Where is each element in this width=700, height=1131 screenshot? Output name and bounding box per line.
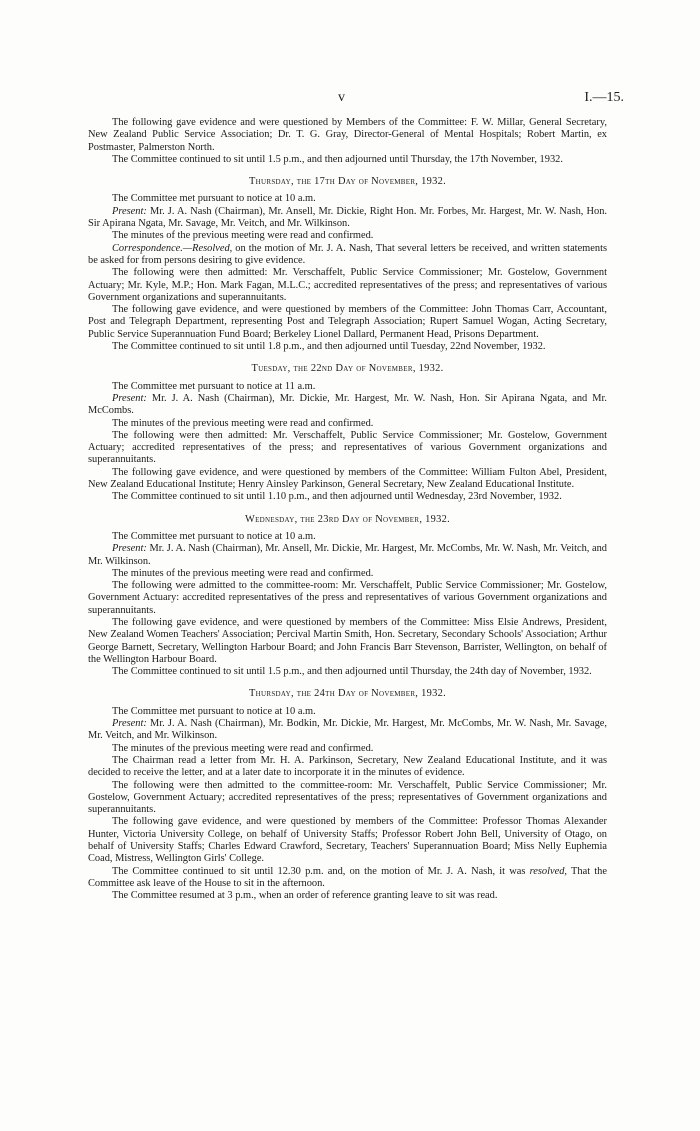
section-heading: Wednesday, the 23rd Day of November, 1932.	[244, 513, 450, 525]
paragraph: The following were then admitted to the committee-room: Mr. Verschaffelt, Public Service Commissioner; Mr. Gostelow, Government Actuary; accredited representatives of the press; representatives of Government organizations and superannuitants.	[88, 779, 607, 816]
paragraph-text: The Committee continued to sit until 12.30 p.m. and, on the motion of Mr. J. A. Nash, it was	[112, 865, 530, 877]
document-body	[88, 117, 607, 903]
paragraph	[88, 543, 607, 568]
paragraph	[88, 243, 607, 268]
document-reference: I.—15.	[584, 90, 624, 105]
paragraph: The Chairman read a letter from Mr. H. A. Parkinson, Secretary, New Zealand Educational Institute, and it was decided to receive the letter, and at a later date to incorporate it in the minutes of evidence.	[88, 754, 607, 779]
paragraph: The following gave evidence, and were questioned by members of the Committee: William Fulton Abel, President, New Zealand Educational Institute; Henry Ainsley Parkinson, General Secretary, New Zealand Educational Institute.	[88, 466, 607, 491]
present-list: Mr. J. A. Nash (Chairman), Mr. Ansell, Mr. Dickie, Right Hon. Mr. Forbes, Mr. Hargest, Mr. W. Nash, Hon. Sir Apirana Ngata, Mr. Savage, Mr. Veitch, and Mr. Wilkinson.	[88, 205, 607, 230]
paragraph: The following were then admitted: Mr. Verschaffelt, Public Service Commissioner; Mr. Gostelow, Government Actuary; Mr. Kyle, M.P.; Hon. Mark Fagan, M.L.C.; accredited representatives of the press; and representatives of various Government organizations and superannuitants.	[88, 267, 607, 303]
correspondence-label: Correspondence.—Resolved,	[112, 242, 233, 254]
section-heading: Thursday, the 17th Day of November, 1932.	[249, 176, 446, 188]
paragraph: The Committee continued to sit until 1.10 p.m., and then adjourned until Wednesday, 23rd November, 1932.	[112, 491, 562, 503]
present-label: Present:	[112, 392, 147, 404]
paragraph: The Committee met pursuant to notice at 10 a.m.	[112, 530, 316, 542]
paragraph	[88, 393, 607, 418]
paragraph: The following were admitted to the committee-room: Mr. Verschaffelt, Public Service Commissioner; Mr. Gostelow, Government Actuary: accredited representatives of the press and representatives of various Government organizations and superannuitants.	[88, 580, 607, 616]
paragraph: The Committee met pursuant to notice at 11 a.m.	[112, 380, 316, 392]
present-label: Present:	[112, 543, 147, 555]
resolved-label: resolved,	[529, 865, 568, 877]
paragraph	[88, 718, 607, 743]
section-heading: Tuesday, the 22nd Day of November, 1932.	[251, 363, 444, 375]
paragraph: The minutes of the previous meeting were read and confirmed.	[112, 417, 374, 429]
paragraph: The following gave evidence, and were questioned by members of the Committee: John Thomas Carr, Accountant, Post and Telegraph Department, representing Post and Telegraph Association; Rupert Samuel Wogan, Acting Secretary, Public Service Superannuation Fund Board; Berkeley Lionel Dallard, Permanent Head, Prisons Department.	[88, 304, 607, 340]
paragraph: The Committee met pursuant to notice at 10 a.m.	[112, 705, 316, 717]
paragraph: The minutes of the previous meeting were read and confirmed.	[112, 230, 374, 242]
paragraph: The Committee continued to sit until 1.5 p.m., and then adjourned until Thursday, the 24th day of November, 1932.	[112, 666, 592, 678]
paragraph: The following gave evidence, and were questioned by members of the Committee: Professor Thomas Alexander Hunter, Victoria University College, on behalf of University Staffs; Professor Robert John Bell, University of Otago, on behalf of University Staffs; Charles Edward Crawford, Secretary, Teachers' Superannuation Board; Miss Nelly Euphemia Coad, Mistress, Wellington Girls' College.	[88, 816, 607, 865]
paragraph: The Committee resumed at 3 p.m., when an order of reference granting leave to sit was read.	[112, 890, 498, 902]
present-label: Present:	[112, 718, 147, 730]
paragraph	[88, 206, 607, 231]
paragraph-text: That the Committee ask leave of the House to sit in the afternoon.	[88, 865, 607, 889]
paragraph: The following were then admitted: Mr. Verschaffelt, Public Service Commissioner; Mr. Gostelow, Government Actuary; accredited representatives of the press; and representatives of various Government organizations and superannuitants.	[88, 429, 607, 466]
paragraph: The minutes of the previous meeting were read and confirmed.	[112, 567, 374, 579]
paragraph: The Committee continued to sit until 1.5 p.m., and then adjourned until Thursday, the 17th November, 1932.	[112, 153, 563, 165]
paragraph: The minutes of the previous meeting were read and confirmed.	[112, 742, 374, 754]
present-list: Mr. J. A. Nash (Chairman), Mr. Dickie, Mr. Hargest, Mr. W. Nash, Hon. Sir Apirana Ngata, and Mr. McCombs.	[88, 392, 607, 417]
present-list: Mr. J. A. Nash (Chairman), Mr. Ansell, Mr. Dickie, Mr. Hargest, Mr. McCombs, Mr. W. Nash, Mr. Veitch, and Mr. Wilkinson.	[88, 543, 607, 567]
paragraph: The Committee continued to sit until 1.8 p.m., and then adjourned until Tuesday, 22nd November, 1932.	[112, 341, 546, 353]
present-label: Present:	[112, 205, 147, 217]
paragraph: The following gave evidence and were questioned by Members of the Committee: F. W. Millar, General Secretary, New Zealand Public Service Association; Dr. T. G. Gray, Director-General of Mental Hospitals; Robert Martin, ex Postmaster, Palmerston North.	[88, 117, 607, 153]
paragraph	[88, 866, 607, 891]
paragraph: The Committee met pursuant to notice at 10 a.m.	[112, 193, 316, 205]
page-number-roman: v	[338, 90, 345, 105]
paragraph: The following gave evidence, and were questioned by members of the Committee: Miss Elsie Andrews, President, New Zealand Women Teachers' Association; Percival Martin Smith, Hon. Secretary, Secondary Schools' Association; Arthur George Barnett, Secretary, Wellington Harbour Board; and John Francis Barr Stevenson, Barrister, Wellington, on behalf of the Wellington Harbour Board.	[88, 616, 607, 665]
paragraph-text: on the motion of Mr. J. A. Nash, That several letters be received, and written statements be asked for from persons desiring to give evidence.	[88, 242, 607, 266]
present-list: Mr. J. A. Nash (Chairman), Mr. Bodkin, Mr. Dickie, Mr. Hargest, Mr. McCombs, Mr. W. Nash, Mr. Savage, Mr. Veitch, and Mr. Wilkinson.	[88, 718, 607, 742]
section-heading: Thursday, the 24th Day of November, 1932.	[249, 688, 446, 700]
